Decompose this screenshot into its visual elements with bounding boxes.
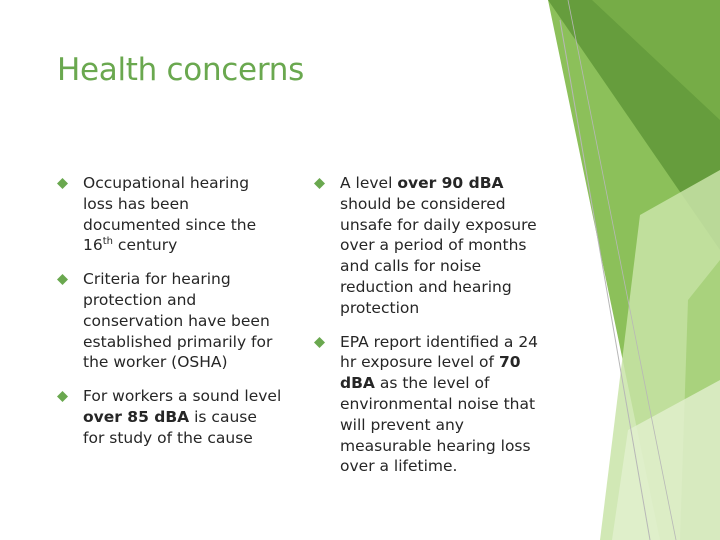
bullet-item [57, 173, 282, 256]
diamond-bullet-icon [57, 391, 68, 402]
bullet-text: is cause for study of the cause [83, 407, 257, 447]
right-bullet-list [314, 173, 546, 477]
bullet-highlight: 70 dBA [340, 353, 521, 393]
bullet-text: EPA report identified a 24 hr exposure level of [340, 332, 539, 372]
bullet-text: century [113, 236, 178, 255]
bullet-item [314, 332, 546, 478]
diamond-bullet-icon [57, 274, 68, 285]
left-bullet-list [57, 173, 282, 449]
bullet-item [57, 269, 282, 373]
bullet-item [57, 386, 282, 448]
bullet-item [314, 173, 546, 319]
diamond-bullet-icon [314, 337, 325, 348]
bullet-text: Criteria for hearing protection and conservation have been established primarily for the worker (OSHA) [83, 270, 273, 372]
bullet-text: as the level of environmental noise that will prevent any measurable hearing loss over a lifetime. [340, 374, 536, 476]
bullet-text: should be considered unsafe for daily exposure over a period of months and calls for noise reduction and hearing protection [340, 194, 537, 317]
slide-title: Health concerns [57, 52, 304, 88]
bullet-text: Occupational hearing loss has been documented since the 16 [83, 174, 257, 255]
diamond-bullet-icon [314, 178, 325, 189]
bullet-text: For workers a sound level [83, 387, 282, 406]
bullet-highlight: over 85 dBA [83, 407, 190, 426]
bullet-superscript: th [102, 236, 113, 248]
bullet-text: A level [340, 174, 398, 192]
diamond-bullet-icon [57, 178, 68, 189]
bullet-highlight: over 90 dBA [397, 174, 504, 192]
